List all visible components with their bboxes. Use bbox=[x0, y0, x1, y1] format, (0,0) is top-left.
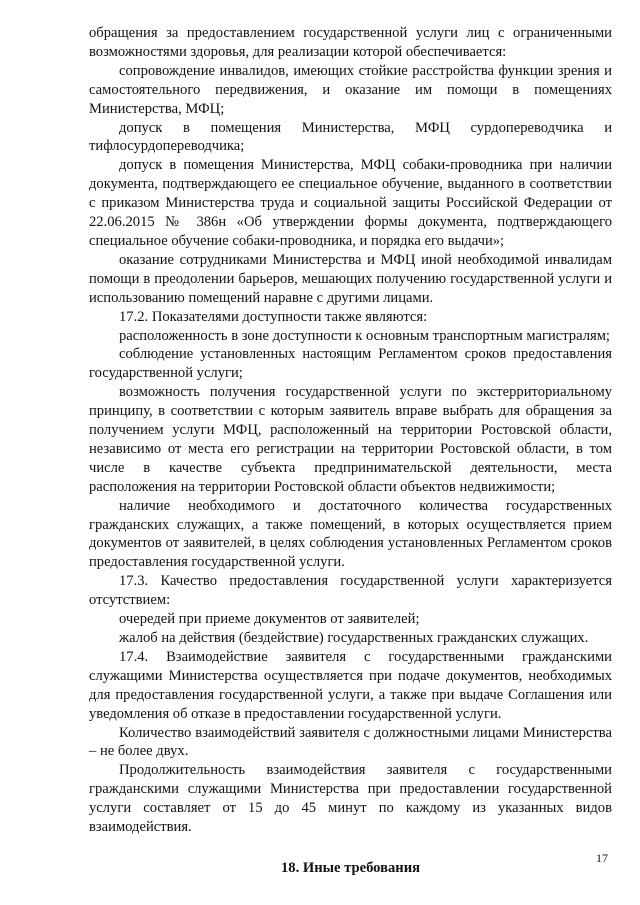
paragraph-10: наличие необходимого и достаточного количества государственных гражданских служащих, а также помещений, в которых осуществляется прием документов от заявителей, в целях соблюдения установленных Регламентом сроков предоставления государственной услуги. bbox=[89, 497, 612, 571]
paragraph-16: Продолжительность взаимодействия заявителя с государственными гражданскими служащими Министерства при предоставлении государственной услуги составляет от 15 до 45 минут по каждому из указанных видов взаимодействия. bbox=[89, 762, 612, 836]
paragraph-12: очередей при приеме документов от заявителей; bbox=[119, 611, 420, 628]
paragraph-2: сопровождение инвалидов, имеющих стойкие расстройства функции зрения и самостоятельного передвижения, и оказание им помощи в помещениях Министерства, МФЦ; bbox=[89, 62, 612, 117]
paragraph-4: допуск в помещения Министерства, МФЦ собаки-проводника при наличии документа, подтверждающего ее специальное обучение, выданного в соответствии с приказом Министерства труда и социальной защиты Российской Федерации от 22.06.2015 № 386н «Об утверждении формы документа, подтверждающего специальное обучение собаки-проводника, и порядка его выдачи»; bbox=[89, 157, 612, 249]
paragraph-14: 17.4. Взаимодействие заявителя с государственными гражданскими служащими Министерства осуществляется при подаче документов, необходимых для предоставления государственной услуги, а также при выдаче Соглашения или уведомления об отказе в предоставлении государственной услуги. bbox=[89, 648, 612, 722]
paragraph-7: расположенность в зоне доступности к основным транспортным магистралям; bbox=[119, 327, 610, 344]
paragraph-6: 17.2. Показателями доступности также являются: bbox=[119, 308, 428, 325]
paragraph-5: оказание сотрудниками Министерства и МФЦ иной необходимой инвалидам помощи в преодолении барьеров, мешающих получению государственной услуги и использованию помещений наравне с другими лицами. bbox=[89, 251, 612, 306]
page-number: 17 bbox=[596, 851, 608, 865]
paragraph-8: соблюдение установленных настоящим Регламентом сроков предоставления государственной услуги; bbox=[89, 346, 612, 382]
paragraph-3: допуск в помещения Министерства, МФЦ сурдопереводчика и тифлосурдопереводчика; bbox=[89, 119, 612, 155]
paragraph-11: 17.3. Качество предоставления государственной услуги характеризуется отсутствием: bbox=[89, 573, 612, 609]
paragraph-1: обращения за предоставлением государственной услуги лиц с ограниченными возможностями здоровья, для реализации которой обеспечивается: bbox=[89, 25, 612, 60]
paragraph-9: возможность получения государственной услуги по экстерриториальному принципу, в соответствии с которым заявитель вправе выбрать для обращения за получением услуги МФЦ, расположенный на территории Ростовской области, независимо от места его регистрации на территории Ростовской области, в том числе в качестве субъекта предпринимательской деятельности, места расположения на территории Ростовской области объектов недвижимости; bbox=[89, 384, 612, 495]
paragraph-13: жалоб на действия (бездействие) государственных гражданских служащих. bbox=[119, 630, 589, 646]
section-heading: 18. Иные требования bbox=[280, 859, 421, 876]
paragraph-15: Количество взаимодействий заявителя с должностными лицами Министерства – не более двух. bbox=[89, 724, 612, 760]
